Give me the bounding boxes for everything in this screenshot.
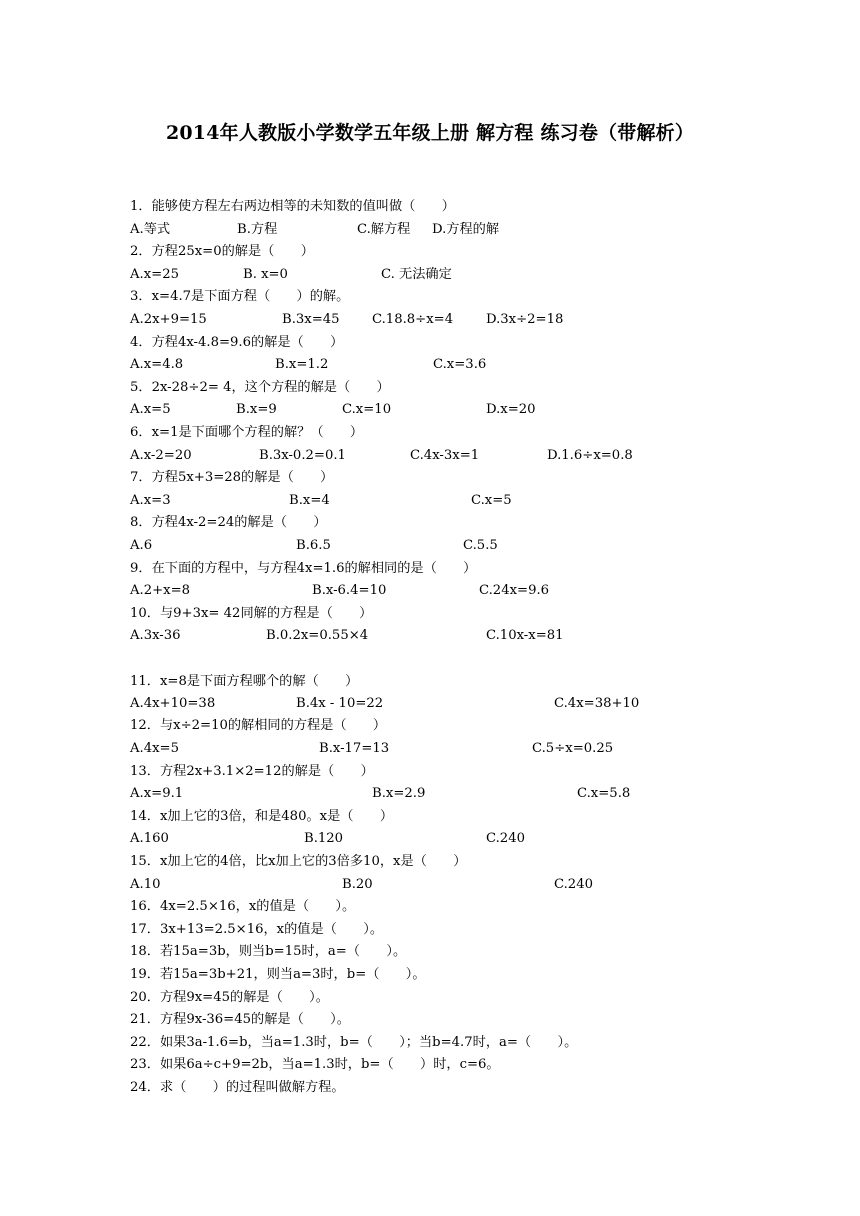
option-b: B.方程 (237, 221, 278, 237)
option-a: A.4x+10=38 (130, 695, 216, 711)
option-b: B. x=0 (243, 266, 288, 282)
question-text: 1．能够使方程左右两边相等的未知数的值叫做（ ） (130, 199, 455, 214)
option-c: C.解方程 (357, 221, 411, 237)
option-a: A.4x=5 (130, 741, 179, 757)
option-c: C.10x-x=81 (486, 628, 564, 644)
question-13 (130, 761, 830, 784)
option-b: B.3x-0.2=0.1 (259, 447, 346, 463)
question-19 (130, 964, 830, 987)
option-a: A.2+x=8 (130, 583, 191, 599)
option-c: C.4x=38+10 (554, 695, 640, 711)
question-2 (130, 241, 830, 264)
question-20 (130, 987, 830, 1010)
question-text: 21．方程9x-36=45的解是（ ）。 (130, 1012, 350, 1028)
page-title: 2014年人教版小学数学五年级上册 解方程 练习卷（带解析） (165, 122, 695, 144)
option-a: A.2x+9=15 (130, 311, 207, 327)
option-d: D.1.6÷x=0.8 (547, 447, 633, 463)
options-9 (130, 580, 830, 603)
options-6 (130, 445, 830, 468)
options-10 (130, 625, 830, 648)
option-c: C.5÷x=0.25 (532, 741, 614, 757)
question-text: 18．若15a=3b，则当b=15时，a=（ ）。 (130, 944, 407, 960)
option-c: C.x=5 (471, 492, 512, 508)
question-text: 6．x=1是下面哪个方程的解？（ ） (130, 424, 364, 440)
question-7 (130, 467, 830, 490)
option-a: A.x=3 (130, 492, 171, 508)
question-3 (130, 286, 830, 309)
question-24 (130, 1077, 830, 1100)
option-a: A.160 (130, 831, 169, 847)
option-b: B.x-6.4=10 (312, 583, 387, 599)
option-a: A.x=25 (130, 266, 179, 282)
question-text: 9．在下面的方程中，与方程4x=1.6的解相同的是（ ） (130, 560, 477, 576)
question-1 (130, 196, 830, 219)
question-text: 3．x=4.7是下面方程（ ）的解。 (130, 289, 350, 305)
question-12 (130, 715, 830, 738)
option-b: B.20 (342, 876, 373, 892)
question-23 (130, 1054, 830, 1077)
option-c: C.x=10 (342, 402, 392, 418)
option-a: A.x=9.1 (130, 786, 184, 802)
option-d: D.方程的解 (432, 221, 500, 237)
option-c: C.5.5 (463, 537, 498, 553)
options-2 (130, 264, 830, 287)
question-8 (130, 512, 830, 535)
option-a: A.x=5 (130, 402, 171, 418)
question-text: 15．x加上它的4倍，比x加上它的3倍多10，x是（ ） (130, 854, 467, 870)
question-text: 14．x加上它的3倍，和是480。x是（ ） (130, 808, 394, 824)
option-d: D.3x÷2=18 (486, 311, 564, 327)
question-text: 4．方程4x-4.8=9.6的解是（ ） (130, 334, 344, 350)
question-9 (130, 558, 830, 581)
question-text: 13．方程2x+3.1×2=12的解是（ ） (130, 763, 374, 779)
option-c: C.x=5.8 (577, 786, 631, 802)
question-text: 2．方程25x=0的解是（ ） (130, 244, 314, 260)
options-14 (130, 828, 830, 851)
question-text: 7．方程5x+3=28的解是（ ） (130, 470, 334, 486)
question-17 (130, 919, 830, 942)
question-text: 16．4x=2.5×16，x的值是（ ）。 (130, 899, 356, 915)
question-text: 19．若15a=3b+21，则当a=3时，b=（ ）。 (130, 967, 426, 982)
option-b: B.6.5 (296, 537, 331, 553)
question-4 (130, 332, 830, 355)
option-b: B.x=9 (236, 402, 277, 418)
option-b: B.x-17=13 (319, 741, 390, 757)
question-10 (130, 603, 830, 626)
question-text: 8．方程4x-2=24的解是（ ） (130, 515, 327, 531)
options-15 (130, 874, 830, 897)
options-1 (130, 219, 830, 242)
question-text: 17．3x+13=2.5×16，x的值是（ ）。 (130, 921, 384, 937)
question-text: 12．与x÷2=10的解相同的方程是（ ） (130, 718, 387, 734)
option-a: A.x=4.8 (130, 357, 184, 373)
options-13 (130, 783, 830, 806)
options-3 (130, 309, 830, 332)
question-text: 11．x=8是下面方程哪个的解（ ） (130, 673, 359, 689)
options-4 (130, 354, 830, 377)
option-a: A.3x-36 (130, 628, 181, 644)
option-c: C.4x-3x=1 (410, 447, 480, 463)
question-text: 5．2x-28÷2= 4，这个方程的解是（ ） (130, 379, 390, 395)
question-15 (130, 851, 830, 874)
question-14 (130, 806, 830, 829)
question-11 (130, 648, 830, 693)
options-8 (130, 535, 830, 558)
option-b: B.120 (304, 831, 344, 847)
option-c: C. 无法确定 (381, 266, 452, 282)
question-16 (130, 896, 830, 919)
option-c: C.x=3.6 (433, 357, 487, 373)
option-b: B.4x - 10=22 (296, 695, 384, 711)
question-list (130, 196, 830, 1100)
question-22 (130, 1032, 830, 1055)
options-12 (130, 738, 830, 761)
question-5 (130, 377, 830, 400)
question-18 (130, 941, 830, 964)
option-a: A.等式 (130, 221, 171, 237)
question-21 (130, 1009, 830, 1032)
question-text: 23．如果6a÷c+9=2b，当a=1.3时，b=（ ）时，c=6。 (130, 1057, 500, 1073)
option-b: B.0.2x=0.55×4 (266, 628, 369, 644)
options-11 (130, 693, 830, 716)
option-a: A.6 (130, 537, 153, 553)
option-a: A.x-2=20 (130, 447, 192, 463)
question-text: 22．如果3a-1.6=b，当a=1.3时，b=（ ）；当b=4.7时，a=（ ）。 (130, 1034, 578, 1050)
option-c: C.240 (554, 876, 593, 892)
option-d: D.x=20 (486, 402, 536, 418)
option-b: B.x=1.2 (275, 357, 329, 373)
option-b: B.x=4 (289, 492, 330, 508)
question-6 (130, 422, 830, 445)
option-b: B.x=2.9 (372, 786, 426, 802)
options-5 (130, 399, 830, 422)
option-b: B.3x=45 (282, 311, 340, 327)
question-text: 24．求（ ）的过程叫做解方程。 (130, 1079, 345, 1095)
options-7 (130, 490, 830, 513)
question-text: 10．与9+3x= 42同解的方程是（ ） (130, 605, 373, 621)
question-text: 20．方程9x=45的解是（ ）。 (130, 989, 329, 1005)
option-c: C.24x=9.6 (479, 583, 550, 599)
option-c: C.18.8÷x=4 (372, 311, 454, 327)
option-a: A.10 (130, 876, 161, 892)
option-c: C.240 (486, 831, 525, 847)
